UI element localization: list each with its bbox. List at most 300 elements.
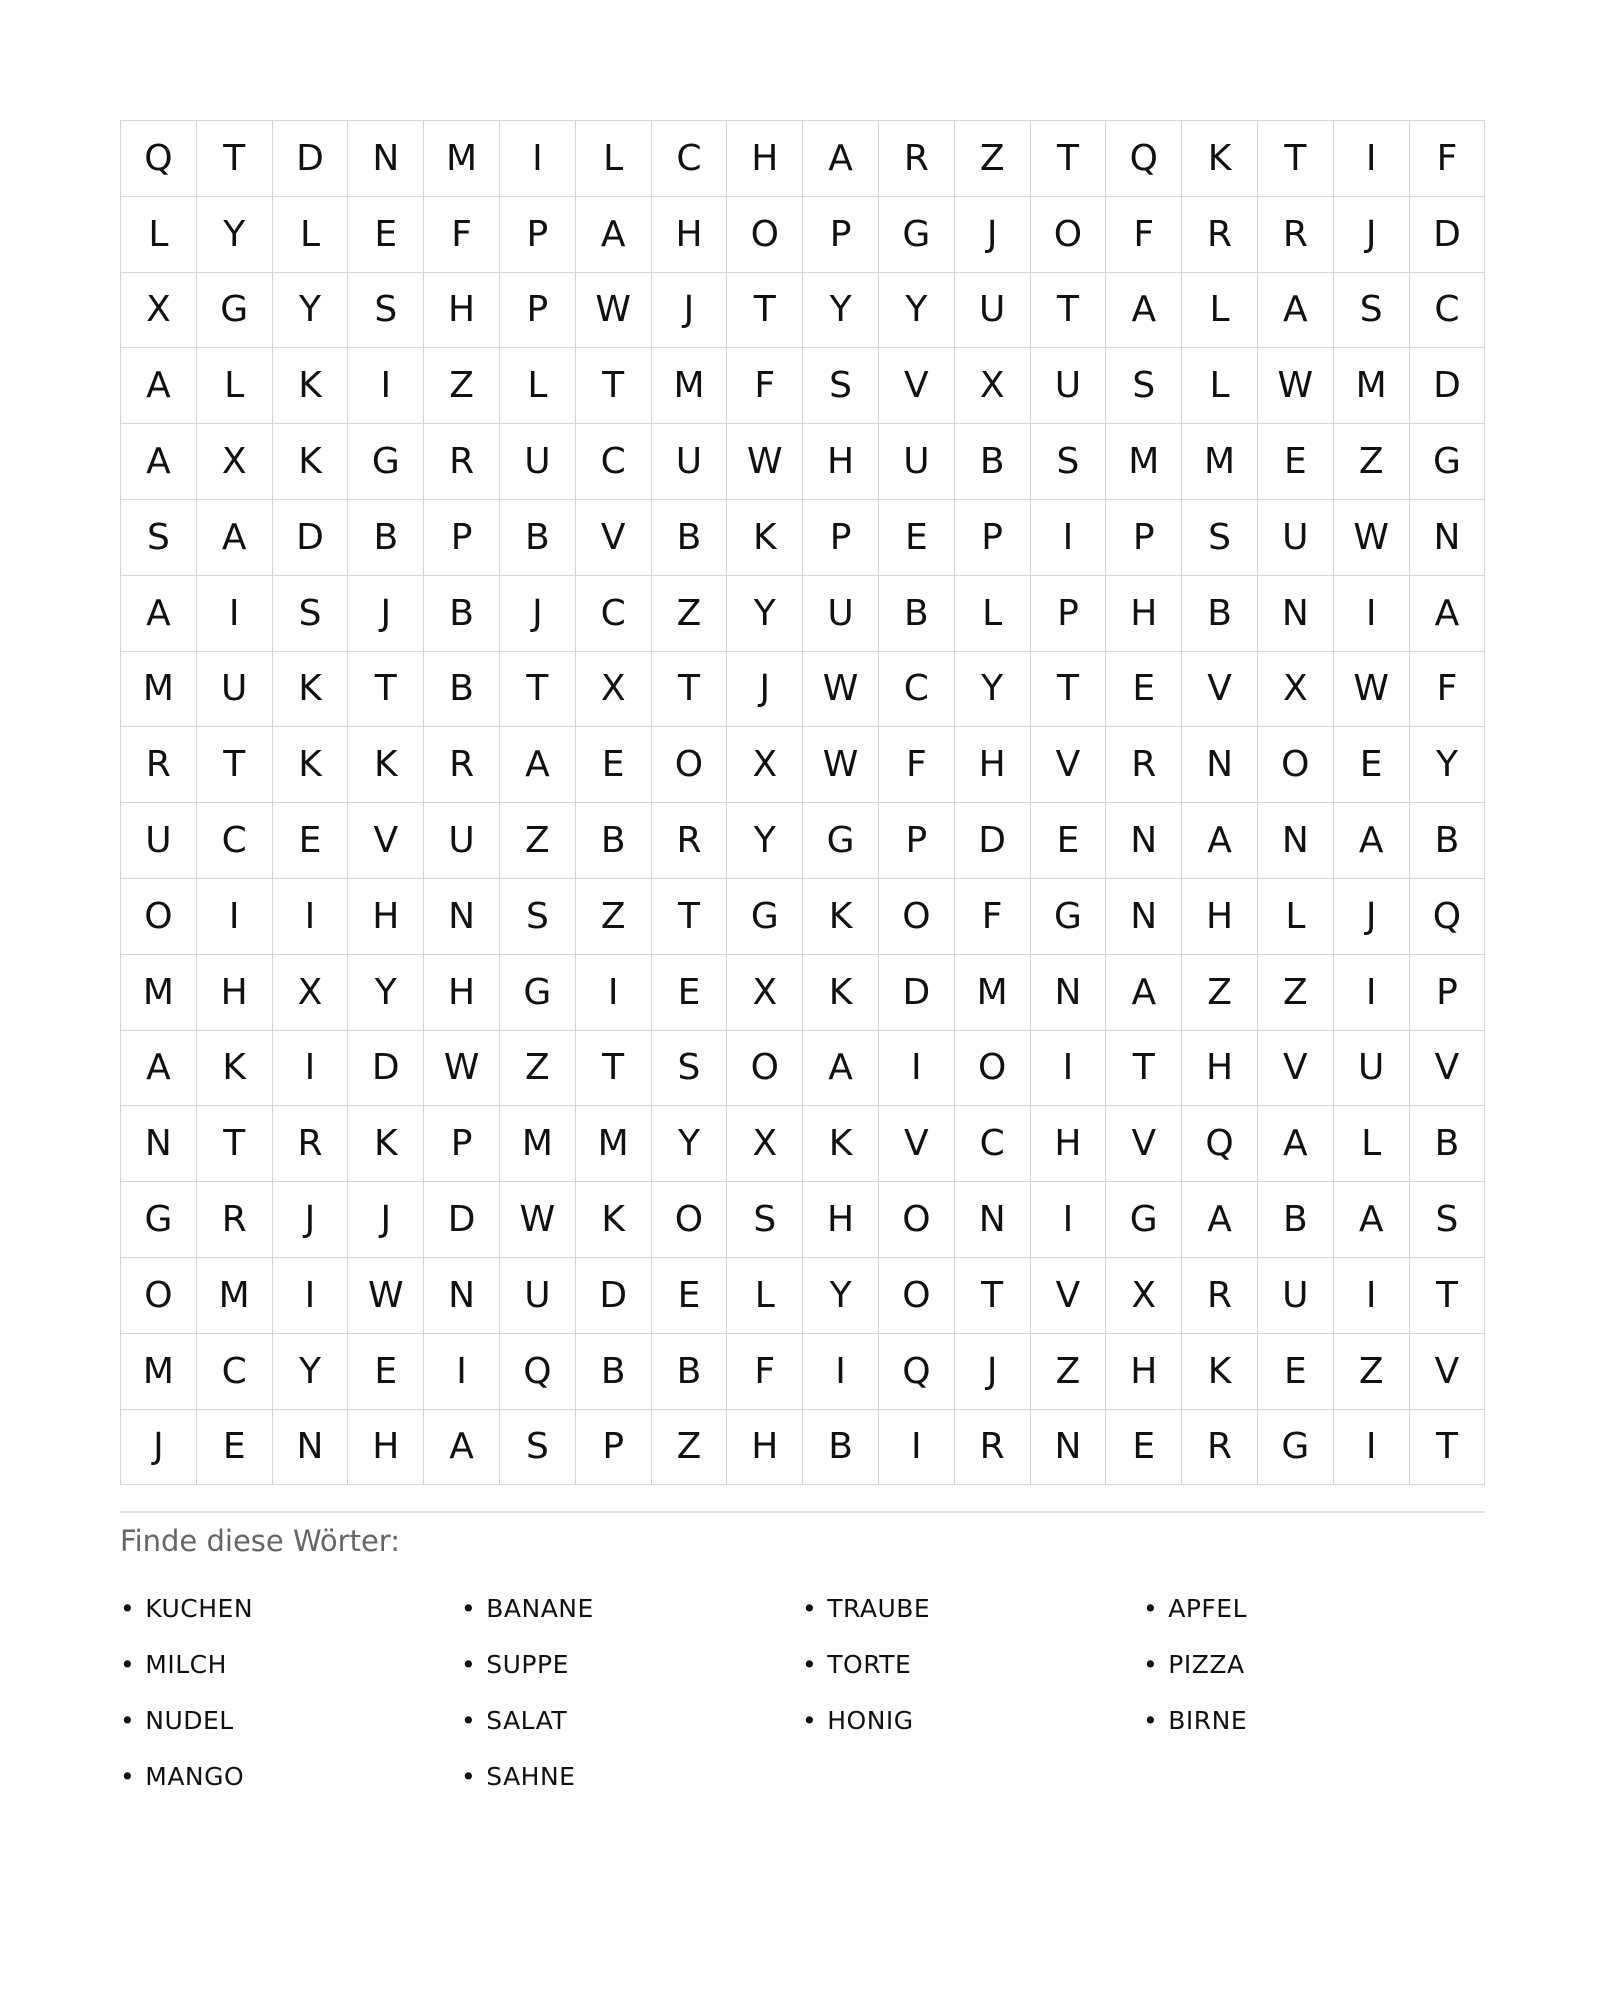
grid-cell[interactable]: O [652, 1182, 728, 1258]
grid-cell[interactable]: M [121, 652, 197, 728]
grid-cell[interactable]: M [121, 955, 197, 1031]
grid-cell[interactable]: J [500, 576, 576, 652]
grid-cell[interactable]: J [955, 1334, 1031, 1410]
grid-cell[interactable]: H [803, 424, 879, 500]
grid-cell[interactable]: O [121, 879, 197, 955]
grid-cell[interactable]: A [1182, 803, 1258, 879]
grid-cell[interactable]: M [1182, 424, 1258, 500]
grid-cell[interactable]: E [197, 1410, 273, 1486]
grid-cell[interactable]: R [1258, 197, 1334, 273]
grid-cell[interactable]: E [1258, 424, 1334, 500]
grid-cell[interactable]: H [348, 879, 424, 955]
grid-cell[interactable]: N [1258, 803, 1334, 879]
grid-cell[interactable]: N [424, 879, 500, 955]
grid-cell[interactable]: N [1031, 955, 1107, 1031]
grid-cell[interactable]: A [1334, 803, 1410, 879]
grid-cell[interactable]: Z [576, 879, 652, 955]
grid-cell[interactable]: L [955, 576, 1031, 652]
grid-cell[interactable]: W [1334, 652, 1410, 728]
grid-cell[interactable]: J [121, 1410, 197, 1486]
grid-cell[interactable]: Z [1334, 424, 1410, 500]
grid-cell[interactable]: F [955, 879, 1031, 955]
grid-cell[interactable]: M [121, 1334, 197, 1410]
grid-cell[interactable]: O [1031, 197, 1107, 273]
grid-cell[interactable]: E [652, 955, 728, 1031]
grid-cell[interactable]: K [1182, 1334, 1258, 1410]
grid-cell[interactable]: M [424, 121, 500, 197]
grid-cell[interactable]: U [1031, 348, 1107, 424]
grid-cell[interactable]: G [879, 197, 955, 273]
grid-cell[interactable]: A [1410, 576, 1486, 652]
grid-cell[interactable]: Z [955, 121, 1031, 197]
grid-cell[interactable]: I [1334, 576, 1410, 652]
grid-cell[interactable]: B [1182, 576, 1258, 652]
grid-cell[interactable]: Y [803, 1258, 879, 1334]
grid-cell[interactable]: B [424, 652, 500, 728]
grid-cell[interactable]: F [727, 348, 803, 424]
grid-cell[interactable]: D [576, 1258, 652, 1334]
grid-cell[interactable]: C [197, 803, 273, 879]
grid-cell[interactable]: X [727, 727, 803, 803]
grid-cell[interactable]: P [1031, 576, 1107, 652]
grid-cell[interactable]: A [197, 500, 273, 576]
grid-cell[interactable]: T [652, 652, 728, 728]
grid-cell[interactable]: Y [273, 1334, 349, 1410]
grid-cell[interactable]: P [803, 197, 879, 273]
grid-cell[interactable]: D [348, 1031, 424, 1107]
grid-cell[interactable]: K [197, 1031, 273, 1107]
grid-cell[interactable]: I [273, 1258, 349, 1334]
grid-cell[interactable]: A [803, 121, 879, 197]
grid-cell[interactable]: X [197, 424, 273, 500]
grid-cell[interactable]: H [652, 197, 728, 273]
grid-cell[interactable]: U [1258, 500, 1334, 576]
grid-cell[interactable]: P [424, 500, 500, 576]
grid-cell[interactable]: T [955, 1258, 1031, 1334]
grid-cell[interactable]: A [500, 727, 576, 803]
grid-cell[interactable]: U [1334, 1031, 1410, 1107]
grid-cell[interactable]: I [500, 121, 576, 197]
grid-cell[interactable]: N [1031, 1410, 1107, 1486]
grid-cell[interactable]: E [652, 1258, 728, 1334]
grid-cell[interactable]: V [348, 803, 424, 879]
grid-cell[interactable]: A [121, 348, 197, 424]
grid-cell[interactable]: A [121, 424, 197, 500]
grid-cell[interactable]: J [652, 273, 728, 349]
grid-cell[interactable]: R [121, 727, 197, 803]
grid-cell[interactable]: S [500, 1410, 576, 1486]
grid-cell[interactable]: K [803, 879, 879, 955]
grid-cell[interactable]: L [121, 197, 197, 273]
grid-cell[interactable]: D [955, 803, 1031, 879]
grid-cell[interactable]: I [273, 879, 349, 955]
grid-cell[interactable]: A [424, 1410, 500, 1486]
grid-cell[interactable]: J [348, 1182, 424, 1258]
grid-cell[interactable]: S [1106, 348, 1182, 424]
grid-cell[interactable]: Y [1410, 727, 1486, 803]
grid-cell[interactable]: E [348, 197, 424, 273]
grid-cell[interactable]: P [424, 1106, 500, 1182]
grid-cell[interactable]: E [273, 803, 349, 879]
grid-cell[interactable]: G [121, 1182, 197, 1258]
grid-cell[interactable]: E [1258, 1334, 1334, 1410]
grid-cell[interactable]: S [1410, 1182, 1486, 1258]
grid-cell[interactable]: R [197, 1182, 273, 1258]
grid-cell[interactable]: A [1106, 955, 1182, 1031]
grid-cell[interactable]: G [1031, 879, 1107, 955]
grid-cell[interactable]: Z [500, 803, 576, 879]
grid-cell[interactable]: G [500, 955, 576, 1031]
grid-cell[interactable]: S [121, 500, 197, 576]
grid-cell[interactable]: I [197, 879, 273, 955]
grid-cell[interactable]: L [500, 348, 576, 424]
grid-cell[interactable]: M [1106, 424, 1182, 500]
grid-cell[interactable]: Z [1258, 955, 1334, 1031]
grid-cell[interactable]: C [576, 424, 652, 500]
grid-cell[interactable]: T [1410, 1258, 1486, 1334]
grid-cell[interactable]: L [197, 348, 273, 424]
grid-cell[interactable]: J [727, 652, 803, 728]
grid-cell[interactable]: B [424, 576, 500, 652]
grid-cell[interactable]: R [1182, 197, 1258, 273]
grid-cell[interactable]: J [348, 576, 424, 652]
grid-cell[interactable]: P [803, 500, 879, 576]
grid-cell[interactable]: X [727, 1106, 803, 1182]
grid-cell[interactable]: D [1410, 197, 1486, 273]
grid-cell[interactable]: K [348, 727, 424, 803]
grid-cell[interactable]: U [1258, 1258, 1334, 1334]
grid-cell[interactable]: H [803, 1182, 879, 1258]
grid-cell[interactable]: V [1106, 1106, 1182, 1182]
grid-cell[interactable]: G [1258, 1410, 1334, 1486]
grid-cell[interactable]: B [803, 1410, 879, 1486]
grid-cell[interactable]: A [1182, 1182, 1258, 1258]
grid-cell[interactable]: V [1031, 1258, 1107, 1334]
grid-cell[interactable]: G [197, 273, 273, 349]
grid-cell[interactable]: Y [652, 1106, 728, 1182]
grid-cell[interactable]: T [1031, 121, 1107, 197]
grid-cell[interactable]: A [121, 576, 197, 652]
grid-cell[interactable]: I [273, 1031, 349, 1107]
grid-cell[interactable]: F [727, 1334, 803, 1410]
grid-cell[interactable]: H [197, 955, 273, 1031]
grid-cell[interactable]: I [1031, 1182, 1107, 1258]
grid-cell[interactable]: J [955, 197, 1031, 273]
grid-cell[interactable]: R [273, 1106, 349, 1182]
grid-cell[interactable]: W [727, 424, 803, 500]
grid-cell[interactable]: K [273, 424, 349, 500]
grid-cell[interactable]: O [1258, 727, 1334, 803]
grid-cell[interactable]: H [1182, 1031, 1258, 1107]
grid-cell[interactable]: I [424, 1334, 500, 1410]
grid-cell[interactable]: I [576, 955, 652, 1031]
grid-cell[interactable]: T [1106, 1031, 1182, 1107]
grid-cell[interactable]: H [348, 1410, 424, 1486]
grid-cell[interactable]: R [424, 727, 500, 803]
grid-cell[interactable]: L [1334, 1106, 1410, 1182]
grid-cell[interactable]: N [348, 121, 424, 197]
grid-cell[interactable]: F [1410, 121, 1486, 197]
grid-cell[interactable]: U [121, 803, 197, 879]
grid-cell[interactable]: K [803, 955, 879, 1031]
grid-cell[interactable]: T [652, 879, 728, 955]
grid-cell[interactable]: Z [1031, 1334, 1107, 1410]
grid-cell[interactable]: Y [348, 955, 424, 1031]
grid-cell[interactable]: A [1258, 1106, 1334, 1182]
grid-cell[interactable]: E [1106, 652, 1182, 728]
grid-cell[interactable]: W [348, 1258, 424, 1334]
grid-cell[interactable]: Q [1106, 121, 1182, 197]
grid-cell[interactable]: I [879, 1031, 955, 1107]
grid-cell[interactable]: Y [197, 197, 273, 273]
grid-cell[interactable]: U [955, 273, 1031, 349]
grid-cell[interactable]: Y [803, 273, 879, 349]
grid-cell[interactable]: L [1182, 348, 1258, 424]
grid-cell[interactable]: B [1410, 1106, 1486, 1182]
grid-cell[interactable]: O [879, 1182, 955, 1258]
grid-cell[interactable]: K [803, 1106, 879, 1182]
grid-cell[interactable]: B [348, 500, 424, 576]
grid-cell[interactable]: C [955, 1106, 1031, 1182]
grid-cell[interactable]: H [727, 1410, 803, 1486]
grid-cell[interactable]: U [803, 576, 879, 652]
grid-cell[interactable]: M [955, 955, 1031, 1031]
grid-cell[interactable]: S [348, 273, 424, 349]
grid-cell[interactable]: V [1410, 1031, 1486, 1107]
grid-cell[interactable]: V [1031, 727, 1107, 803]
grid-cell[interactable]: T [1031, 273, 1107, 349]
grid-cell[interactable]: N [955, 1182, 1031, 1258]
grid-cell[interactable]: L [1258, 879, 1334, 955]
grid-cell[interactable]: I [197, 576, 273, 652]
grid-cell[interactable]: Z [500, 1031, 576, 1107]
grid-cell[interactable]: D [273, 500, 349, 576]
grid-cell[interactable]: P [576, 1410, 652, 1486]
grid-cell[interactable]: X [1258, 652, 1334, 728]
grid-cell[interactable]: A [121, 1031, 197, 1107]
grid-cell[interactable]: L [273, 197, 349, 273]
grid-cell[interactable]: R [879, 121, 955, 197]
grid-cell[interactable]: B [652, 500, 728, 576]
grid-cell[interactable]: X [576, 652, 652, 728]
grid-cell[interactable]: U [500, 1258, 576, 1334]
grid-cell[interactable]: V [1410, 1334, 1486, 1410]
grid-cell[interactable]: H [1182, 879, 1258, 955]
grid-cell[interactable]: I [1031, 1031, 1107, 1107]
grid-cell[interactable]: U [424, 803, 500, 879]
grid-cell[interactable]: I [1031, 500, 1107, 576]
grid-cell[interactable]: A [1106, 273, 1182, 349]
grid-cell[interactable]: G [803, 803, 879, 879]
grid-cell[interactable]: H [727, 121, 803, 197]
grid-cell[interactable]: Z [652, 1410, 728, 1486]
grid-cell[interactable]: F [424, 197, 500, 273]
grid-cell[interactable]: W [424, 1031, 500, 1107]
grid-cell[interactable]: F [1106, 197, 1182, 273]
grid-cell[interactable]: S [803, 348, 879, 424]
grid-cell[interactable]: M [1334, 348, 1410, 424]
grid-cell[interactable]: U [879, 424, 955, 500]
grid-cell[interactable]: N [1258, 576, 1334, 652]
grid-cell[interactable]: P [955, 500, 1031, 576]
grid-cell[interactable]: J [1334, 197, 1410, 273]
grid-cell[interactable]: O [879, 879, 955, 955]
grid-cell[interactable]: S [652, 1031, 728, 1107]
grid-cell[interactable]: G [727, 879, 803, 955]
grid-cell[interactable]: P [1106, 500, 1182, 576]
grid-cell[interactable]: M [652, 348, 728, 424]
grid-cell[interactable]: Q [121, 121, 197, 197]
grid-cell[interactable]: T [576, 348, 652, 424]
grid-cell[interactable]: U [197, 652, 273, 728]
grid-cell[interactable]: C [652, 121, 728, 197]
grid-cell[interactable]: N [424, 1258, 500, 1334]
grid-cell[interactable]: Q [1182, 1106, 1258, 1182]
grid-cell[interactable]: R [1182, 1258, 1258, 1334]
grid-cell[interactable]: Z [652, 576, 728, 652]
grid-cell[interactable]: W [1334, 500, 1410, 576]
grid-cell[interactable]: O [955, 1031, 1031, 1107]
grid-cell[interactable]: K [576, 1182, 652, 1258]
grid-cell[interactable]: W [500, 1182, 576, 1258]
grid-cell[interactable]: X [273, 955, 349, 1031]
grid-cell[interactable]: C [879, 652, 955, 728]
grid-cell[interactable]: S [1182, 500, 1258, 576]
grid-cell[interactable]: I [1334, 1410, 1410, 1486]
grid-cell[interactable]: Y [273, 273, 349, 349]
grid-cell[interactable]: N [273, 1410, 349, 1486]
grid-cell[interactable]: J [273, 1182, 349, 1258]
grid-cell[interactable]: X [727, 955, 803, 1031]
grid-cell[interactable]: O [727, 1031, 803, 1107]
grid-cell[interactable]: Z [1182, 955, 1258, 1031]
grid-cell[interactable]: B [652, 1334, 728, 1410]
grid-cell[interactable]: N [1182, 727, 1258, 803]
grid-cell[interactable]: W [803, 652, 879, 728]
grid-cell[interactable]: B [576, 1334, 652, 1410]
grid-cell[interactable]: X [1106, 1258, 1182, 1334]
grid-cell[interactable]: T [1410, 1410, 1486, 1486]
grid-cell[interactable]: Q [500, 1334, 576, 1410]
grid-cell[interactable]: G [1410, 424, 1486, 500]
grid-cell[interactable]: A [1258, 273, 1334, 349]
grid-cell[interactable]: H [424, 955, 500, 1031]
grid-cell[interactable]: S [273, 576, 349, 652]
grid-cell[interactable]: A [1334, 1182, 1410, 1258]
grid-cell[interactable]: I [1334, 1258, 1410, 1334]
grid-cell[interactable]: K [273, 652, 349, 728]
grid-cell[interactable]: K [273, 348, 349, 424]
grid-cell[interactable]: T [500, 652, 576, 728]
grid-cell[interactable]: O [879, 1258, 955, 1334]
grid-cell[interactable]: P [500, 197, 576, 273]
grid-cell[interactable]: I [879, 1410, 955, 1486]
grid-cell[interactable]: E [1106, 1410, 1182, 1486]
grid-cell[interactable]: K [1182, 121, 1258, 197]
grid-cell[interactable]: B [576, 803, 652, 879]
grid-cell[interactable]: C [576, 576, 652, 652]
grid-cell[interactable]: N [1106, 803, 1182, 879]
grid-cell[interactable]: D [1410, 348, 1486, 424]
grid-cell[interactable]: C [197, 1334, 273, 1410]
grid-cell[interactable]: R [652, 803, 728, 879]
grid-cell[interactable]: B [879, 576, 955, 652]
grid-cell[interactable]: E [348, 1334, 424, 1410]
grid-cell[interactable]: O [652, 727, 728, 803]
grid-cell[interactable]: D [879, 955, 955, 1031]
grid-cell[interactable]: S [500, 879, 576, 955]
grid-cell[interactable]: I [1334, 955, 1410, 1031]
grid-cell[interactable]: P [879, 803, 955, 879]
grid-cell[interactable]: P [1410, 955, 1486, 1031]
grid-cell[interactable]: B [500, 500, 576, 576]
grid-cell[interactable]: V [1258, 1031, 1334, 1107]
grid-cell[interactable]: S [1334, 273, 1410, 349]
grid-cell[interactable]: N [1106, 879, 1182, 955]
grid-cell[interactable]: P [500, 273, 576, 349]
grid-cell[interactable]: H [424, 273, 500, 349]
grid-cell[interactable]: M [500, 1106, 576, 1182]
grid-cell[interactable]: E [879, 500, 955, 576]
grid-cell[interactable]: T [197, 1106, 273, 1182]
grid-cell[interactable]: Y [727, 576, 803, 652]
grid-cell[interactable]: Z [424, 348, 500, 424]
grid-cell[interactable]: U [652, 424, 728, 500]
grid-cell[interactable]: I [348, 348, 424, 424]
grid-cell[interactable]: L [1182, 273, 1258, 349]
grid-cell[interactable]: R [424, 424, 500, 500]
grid-cell[interactable]: T [1031, 652, 1107, 728]
grid-cell[interactable]: F [1410, 652, 1486, 728]
grid-cell[interactable]: G [348, 424, 424, 500]
grid-cell[interactable]: X [121, 273, 197, 349]
grid-cell[interactable]: T [197, 121, 273, 197]
grid-cell[interactable]: T [1258, 121, 1334, 197]
grid-cell[interactable]: N [121, 1106, 197, 1182]
grid-cell[interactable]: J [1334, 879, 1410, 955]
grid-cell[interactable]: Q [879, 1334, 955, 1410]
grid-cell[interactable]: T [348, 652, 424, 728]
grid-cell[interactable]: R [1182, 1410, 1258, 1486]
grid-cell[interactable]: B [955, 424, 1031, 500]
grid-cell[interactable]: V [1182, 652, 1258, 728]
grid-cell[interactable]: K [727, 500, 803, 576]
grid-cell[interactable]: O [121, 1258, 197, 1334]
grid-cell[interactable]: Y [879, 273, 955, 349]
grid-cell[interactable]: D [273, 121, 349, 197]
grid-cell[interactable]: T [197, 727, 273, 803]
grid-cell[interactable]: T [727, 273, 803, 349]
grid-cell[interactable]: E [1031, 803, 1107, 879]
grid-cell[interactable]: L [727, 1258, 803, 1334]
grid-cell[interactable]: V [879, 1106, 955, 1182]
grid-cell[interactable]: K [348, 1106, 424, 1182]
grid-cell[interactable]: R [1106, 727, 1182, 803]
grid-cell[interactable]: X [955, 348, 1031, 424]
grid-cell[interactable]: H [1031, 1106, 1107, 1182]
grid-cell[interactable]: W [576, 273, 652, 349]
grid-cell[interactable]: Y [727, 803, 803, 879]
grid-cell[interactable]: R [955, 1410, 1031, 1486]
grid-cell[interactable]: A [803, 1031, 879, 1107]
grid-cell[interactable]: Q [1410, 879, 1486, 955]
grid-cell[interactable]: T [576, 1031, 652, 1107]
grid-cell[interactable]: H [955, 727, 1031, 803]
grid-cell[interactable]: S [1031, 424, 1107, 500]
grid-cell[interactable]: E [1334, 727, 1410, 803]
grid-cell[interactable]: I [1334, 121, 1410, 197]
grid-cell[interactable]: B [1410, 803, 1486, 879]
